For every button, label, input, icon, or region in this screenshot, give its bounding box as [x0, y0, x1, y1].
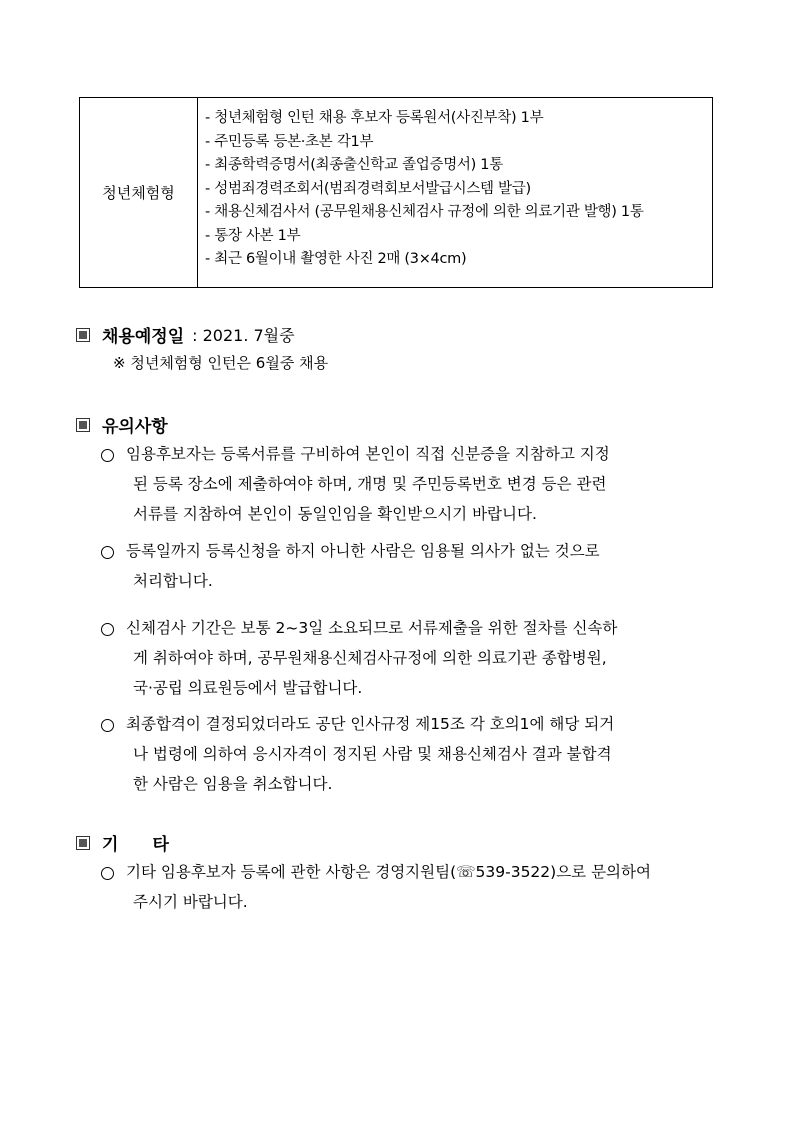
circle-bullet-icon: [101, 449, 114, 462]
notice-title: 유의사항: [102, 417, 168, 437]
table-label-cell: 청년체험형: [80, 98, 198, 287]
list-item: - 성범죄경력조회서(범죄경력회보서발급시스템 발급): [205, 180, 531, 197]
paragraph-line: 한 사람은 임용을 취소합니다.: [133, 775, 333, 793]
schedule-title: 채용예정일: [102, 327, 185, 347]
etc-paragraph: [101, 857, 717, 917]
circle-bullet-icon: [101, 867, 114, 880]
table-items-cell: [198, 98, 712, 287]
notice-paragraph-3: [101, 613, 717, 703]
list-item: - 청년체험형 인턴 채용 후보자 등록원서(사진부착) 1부: [205, 110, 544, 126]
paragraph-line: 임용후보자는 등록서류를 구비하여 본인이 직접 신분증을 지참하고 지정: [126, 445, 610, 463]
paragraph-line: 처리합니다.: [133, 572, 213, 590]
circle-bullet-icon: [101, 719, 114, 732]
paragraph-line: 나 법령에 의하여 응시자격이 정지된 사람 및 채용신체검사 결과 불합격: [133, 745, 612, 763]
etc-title-first: 기: [102, 835, 119, 855]
square-bullet-icon: [76, 328, 90, 342]
schedule-heading: [76, 322, 295, 347]
etc-title-second: 타: [152, 835, 169, 855]
circle-bullet-icon: [101, 546, 114, 559]
paragraph-line: 게 취하여야 하며, 공무원채용신체검사규정에 의한 의료기관 종합병원,: [133, 649, 607, 667]
list-item: - 최종학력증명서(최종출신학교 졸업증명서) 1통: [205, 157, 503, 173]
paragraph-line: 서류를 지참하여 본인이 동일인임을 확인받으시기 바랍니다.: [133, 505, 537, 523]
paragraph-line: 된 등록 장소에 제출하여야 하며, 개명 및 주민등록번호 변경 등은 관련: [133, 475, 607, 493]
paragraph-line: 국·공립 의료원등에서 발급합니다.: [133, 679, 363, 697]
paragraph-line: 주시기 바랍니다.: [133, 893, 248, 911]
notice-paragraph-1: [101, 439, 717, 529]
documents-table: [79, 97, 713, 288]
paragraph-line: 신체검사 기간은 보통 2~3일 소요되므로 서류제출을 위한 절차를 신속하: [126, 619, 618, 637]
notice-paragraph-4: [101, 709, 717, 799]
paragraph-line: 등록일까지 등록신청을 하지 아니한 사람은 임용될 의사가 없는 것으로: [126, 542, 600, 560]
notice-paragraph-2: [101, 536, 717, 596]
list-item: - 최근 6월이내 촬영한 사진 2매 (3×4cm): [205, 251, 467, 267]
square-bullet-icon: [76, 418, 90, 432]
square-bullet-icon: [76, 836, 90, 850]
schedule-note: ※ 청년체험형 인턴은 6월중 채용: [113, 354, 329, 372]
list-item: - 채용신체검사서 (공무원채용신체검사 규정에 의한 의료기관 발행) 1통: [205, 204, 644, 220]
notice-heading: [76, 412, 168, 437]
list-item: - 통장 사본 1부: [205, 227, 301, 244]
list-item: - 주민등록 등본·초본 각1부: [205, 133, 374, 150]
etc-heading: [76, 830, 169, 855]
circle-bullet-icon: [101, 623, 114, 636]
paragraph-line: 기타 임용후보자 등록에 관한 사항은 경영지원팀(☏539-3522)으로 문의하여: [126, 863, 651, 881]
paragraph-line: 최종합격이 결정되었더라도 공단 인사규정 제15조 각 호의1에 해당 되거: [126, 715, 615, 733]
schedule-value: : 2021. 7월중: [192, 326, 295, 345]
